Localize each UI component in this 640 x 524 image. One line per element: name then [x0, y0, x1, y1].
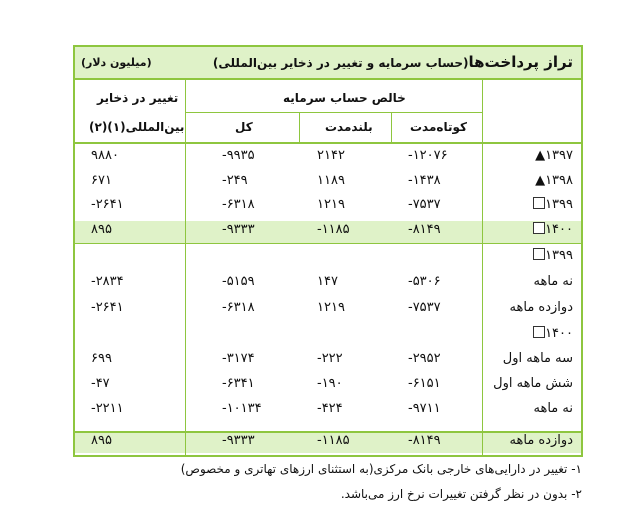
triangle-icon: ▲	[535, 148, 546, 163]
cell-long: ۲۱۴۲	[317, 148, 345, 163]
cell-total: -۲۴۹	[222, 173, 248, 188]
cell-reserves: -۲۸۳۴	[91, 274, 124, 289]
cell-reserves: ۸۹۵	[91, 222, 112, 237]
header-change-reserves-2: بین‌المللی(۱)(۲)	[89, 120, 185, 134]
cell-reserves: ۹۸۸۰	[91, 148, 119, 163]
cell-short: -۸۱۴۹	[408, 433, 441, 448]
cell-long: -۱۱۸۵	[317, 222, 350, 237]
row-label-text: سه ماهه اول	[502, 351, 573, 366]
row-label	[527, 326, 573, 341]
row-label	[503, 351, 573, 366]
cell-total: -۹۹۳۵	[222, 148, 255, 163]
square-icon	[533, 326, 545, 338]
square-icon	[533, 248, 545, 260]
square-icon	[533, 197, 545, 209]
footnote-1: ۱- تغییر در دارایی‌های خارجی بانک مرکزی(به استثنای ارزهای تهاتری و مخصوص)	[180, 462, 582, 476]
row-label	[534, 401, 573, 416]
row-label-text: ۱۴۰۰	[545, 222, 573, 237]
cell-long: -۱۱۸۵	[317, 433, 350, 448]
row-label	[493, 376, 573, 391]
square-icon	[533, 222, 545, 234]
cell-short: -۸۱۴۹	[408, 222, 441, 237]
subtitle-text: (حساب سرمایه و تغییر در ذخایر بین‌المللی)	[212, 56, 469, 70]
row-label	[527, 197, 573, 212]
grid-line	[391, 112, 392, 142]
cell-long: ۱۱۸۹	[317, 173, 345, 188]
cell-short: -۱۲۰۷۶	[408, 148, 448, 163]
cell-reserves: ۶۷۱	[91, 173, 112, 188]
cell-total: -۹۳۳۳	[222, 433, 255, 448]
header-total: کل	[235, 120, 253, 134]
cell-long: ۱۲۱۹	[317, 197, 345, 212]
row-label-text: نه ماهه	[533, 274, 573, 289]
cell-total: -۵۱۵۹	[222, 274, 255, 289]
cell-short: -۶۱۵۱	[408, 376, 441, 391]
row-label-text: دوازده ماهه	[509, 433, 573, 448]
row-label	[510, 433, 573, 448]
row-label	[527, 248, 573, 263]
header-long-term: بلندمدت	[325, 120, 373, 134]
cell-reserves: ۶۹۹	[91, 351, 112, 366]
row-label-text: ۱۴۰۰	[545, 326, 573, 341]
header-capital-account: خالص حساب سرمایه	[283, 91, 406, 105]
title-text: تراز پرداخت‌ها	[468, 53, 573, 71]
row-label-text: ۱۳۹۷	[545, 148, 573, 163]
row-label	[510, 300, 573, 315]
row-label-text: ۱۳۹۹	[545, 248, 573, 263]
row-label	[527, 222, 573, 237]
cell-reserves: -۲۶۴۱	[91, 300, 124, 315]
cell-long: -۲۲۲	[317, 351, 343, 366]
cell-total: -۶۳۱۸	[222, 300, 255, 315]
cell-total: -۹۳۳۳	[222, 222, 255, 237]
row-label-text: ۱۳۹۹	[545, 197, 573, 212]
cell-total: -۳۱۷۴	[222, 351, 255, 366]
cell-short: -۷۵۳۷	[408, 197, 441, 212]
cell-total: -۶۳۴۱	[222, 376, 255, 391]
row-label	[529, 148, 573, 163]
grid-line	[75, 142, 581, 144]
row-label	[529, 173, 573, 188]
cell-long: -۴۲۴	[317, 401, 343, 416]
grid-line	[185, 80, 186, 457]
cell-long: -۱۹۰	[317, 376, 343, 391]
cell-long: ۱۲۱۹	[317, 300, 345, 315]
cell-short: -۵۳۰۶	[408, 274, 441, 289]
row-label-text: نه ماهه	[533, 401, 573, 416]
cell-total: -۱۰۱۳۴	[222, 401, 262, 416]
cell-total: -۶۳۱۸	[222, 197, 255, 212]
grid-line	[482, 80, 483, 457]
grid-line	[75, 243, 581, 244]
cell-long: ۱۴۷	[317, 274, 338, 289]
row-label	[534, 274, 573, 289]
cell-short: -۲۹۵۲	[408, 351, 441, 366]
cell-short: -۱۴۳۸	[408, 173, 441, 188]
header-change-reserves-1: تغییر در ذخایر	[97, 91, 179, 105]
cell-reserves: -۴۷	[91, 376, 110, 391]
footnote-2: ۲- بدون در نظر گرفتن تغییرات نرخ ارز می‌باشد.	[340, 487, 582, 501]
row-label-text: دوازده ماهه	[509, 300, 573, 315]
cell-short: -۹۷۱۱	[408, 401, 441, 416]
table-title	[213, 53, 573, 71]
unit-label: (میلیون دلار)	[81, 56, 152, 69]
cell-reserves: -۲۲۱۱	[91, 401, 124, 416]
grid-line	[185, 112, 482, 113]
cell-reserves: -۲۶۴۱	[91, 197, 124, 212]
balance-of-payments-table	[73, 45, 583, 457]
cell-short: -۷۵۳۷	[408, 300, 441, 315]
grid-line	[299, 112, 300, 142]
row-label-text: ۱۳۹۸	[545, 173, 573, 188]
title-bar	[75, 47, 581, 80]
row-label-text: شش ماهه اول	[493, 376, 573, 391]
triangle-icon: ▲	[535, 173, 546, 188]
header-short-term: کوتاه‌مدت	[410, 120, 468, 134]
cell-reserves: ۸۹۵	[91, 433, 112, 448]
